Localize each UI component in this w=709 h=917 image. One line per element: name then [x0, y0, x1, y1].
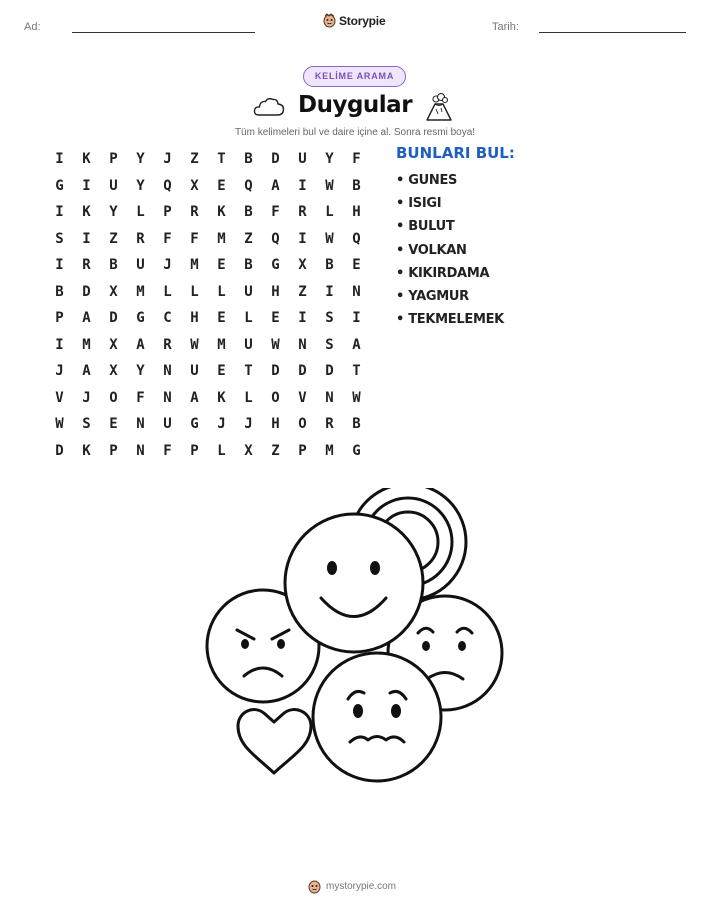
grid-letter[interactable]: D	[55, 442, 64, 459]
grid-letter[interactable]: Z	[190, 151, 199, 167]
grid-letter[interactable]: M	[325, 442, 334, 459]
grid-letter[interactable]: G	[190, 416, 199, 432]
word-item: • ISIGI	[396, 196, 442, 212]
grid-letter[interactable]: W	[55, 416, 64, 432]
grid-letter[interactable]: Y	[136, 151, 145, 167]
grid-letter[interactable]: F	[271, 204, 280, 220]
grid-letter[interactable]: U	[298, 151, 307, 167]
grid-letter[interactable]: Z	[271, 442, 280, 459]
grid-letter[interactable]: W	[190, 336, 199, 353]
grid-letter[interactable]: I	[298, 310, 307, 326]
grid-letter[interactable]: M	[217, 336, 226, 353]
grid-letter[interactable]: E	[217, 363, 226, 379]
instructions-text: Tüm kelimeleri bul ve daire içine al. Sonra resmi boya!	[234, 127, 476, 138]
grid-letter[interactable]: P	[190, 442, 199, 459]
activity-badge: KELİME ARAMA	[303, 66, 406, 87]
grid-letter[interactable]: R	[163, 336, 172, 353]
grid-letter[interactable]: P	[109, 151, 118, 167]
grid-letter[interactable]: F	[163, 230, 172, 247]
emotions-coloring-illustration	[200, 488, 510, 783]
grid-letter[interactable]: S	[325, 310, 334, 326]
grid-letter[interactable]: B	[109, 257, 118, 273]
grid-letter[interactable]: K	[82, 442, 91, 459]
grid-letter[interactable]: I	[82, 177, 91, 194]
grid-letter[interactable]: H	[271, 416, 280, 432]
grid-letter[interactable]: B	[244, 204, 253, 220]
grid-row	[46, 332, 370, 359]
grid-letter[interactable]: W	[325, 177, 334, 194]
storypie-mascot-icon	[323, 13, 336, 28]
word-item: • TEKMELEMEK	[396, 312, 504, 328]
grid-letter[interactable]: U	[109, 177, 118, 194]
grid-letter[interactable]: T	[244, 363, 253, 379]
grid-letter[interactable]: I	[55, 336, 64, 353]
grid-letter[interactable]: Z	[109, 230, 118, 247]
grid-letter[interactable]: N	[325, 389, 334, 406]
grid-letter[interactable]: R	[82, 257, 91, 273]
grid-letter[interactable]: Y	[136, 177, 145, 194]
grid-letter[interactable]: R	[298, 204, 307, 220]
grid-row	[46, 173, 370, 200]
page-title: Duygular	[298, 92, 413, 118]
grid-letter[interactable]: E	[217, 310, 226, 326]
grid-row	[46, 411, 370, 438]
word-list-title: BUNLARI BUL:	[396, 144, 515, 162]
grid-letter[interactable]: P	[55, 310, 64, 326]
happy-face-icon	[285, 514, 423, 652]
grid-letter[interactable]: A	[271, 177, 280, 194]
word-item: • KIKIRDAMA	[396, 265, 490, 281]
date-line	[539, 32, 686, 33]
title-row	[250, 92, 460, 124]
grid-letter[interactable]: X	[298, 257, 307, 273]
grid-letter[interactable]: L	[163, 283, 172, 300]
grid-letter[interactable]: J	[82, 389, 91, 406]
grid-letter[interactable]: Z	[298, 283, 307, 300]
grid-letter[interactable]: N	[163, 363, 172, 379]
grid-letter[interactable]: M	[136, 283, 145, 300]
grid-letter[interactable]: T	[352, 363, 361, 379]
grid-letter[interactable]: U	[244, 336, 253, 353]
grid-letter[interactable]: A	[82, 363, 91, 379]
volcano-icon	[425, 92, 453, 122]
grid-letter[interactable]: K	[82, 151, 91, 167]
grid-letter[interactable]: P	[109, 442, 118, 459]
grid-letter[interactable]: K	[217, 389, 226, 406]
storypie-mascot-icon	[308, 879, 321, 894]
grid-letter[interactable]: O	[298, 416, 307, 432]
footer	[308, 879, 396, 894]
grid-letter[interactable]: N	[136, 416, 145, 432]
grid-row	[46, 305, 370, 332]
grid-letter[interactable]: D	[109, 310, 118, 326]
grid-row	[46, 279, 370, 306]
grid-letter[interactable]: J	[244, 416, 253, 432]
grid-letter[interactable]: D	[82, 283, 91, 300]
grid-letter[interactable]: O	[271, 389, 280, 406]
grid-letter[interactable]: I	[352, 310, 361, 326]
grid-letter[interactable]: F	[163, 442, 172, 459]
heart-icon	[238, 710, 311, 773]
grid-row	[46, 199, 370, 226]
grid-row	[46, 226, 370, 253]
grid-letter[interactable]: Y	[325, 151, 334, 167]
word-search-grid	[46, 146, 370, 464]
grid-letter[interactable]: U	[190, 363, 199, 379]
grid-letter[interactable]: D	[271, 363, 280, 379]
grid-letter[interactable]: U	[136, 257, 145, 273]
grid-letter[interactable]: M	[190, 257, 199, 273]
grid-letter[interactable]: J	[217, 416, 226, 432]
grid-letter[interactable]: U	[163, 416, 172, 432]
grid-letter[interactable]: D	[298, 363, 307, 379]
grid-letter[interactable]: B	[325, 257, 334, 273]
grid-letter[interactable]: E	[109, 416, 118, 432]
grid-letter[interactable]: G	[55, 177, 64, 194]
grid-letter[interactable]: U	[244, 283, 253, 300]
grid-letter[interactable]: D	[271, 151, 280, 167]
grid-letter[interactable]: X	[244, 442, 253, 459]
grid-letter[interactable]: V	[55, 389, 64, 406]
grid-letter[interactable]: I	[298, 230, 307, 247]
grid-row	[46, 358, 370, 385]
grid-letter[interactable]: N	[136, 442, 145, 459]
grid-letter[interactable]: Q	[244, 177, 253, 194]
grid-letter[interactable]: F	[136, 389, 145, 406]
grid-letter[interactable]: T	[217, 151, 226, 167]
grid-letter[interactable]: F	[352, 151, 361, 167]
date-label: Tarih:	[492, 21, 519, 33]
grid-letter[interactable]: L	[217, 442, 226, 459]
grid-letter[interactable]: I	[55, 204, 64, 220]
grid-letter[interactable]: M	[217, 230, 226, 247]
grid-row	[46, 146, 370, 173]
grid-letter[interactable]: X	[190, 177, 199, 194]
word-item: • YAGMUR	[396, 288, 469, 304]
grid-letter[interactable]: E	[271, 310, 280, 326]
grid-letter[interactable]: H	[190, 310, 199, 326]
grid-letter[interactable]: L	[325, 204, 334, 220]
grid-letter[interactable]: L	[244, 310, 253, 326]
worksheet-header	[0, 0, 709, 50]
grid-letter[interactable]: R	[325, 416, 334, 432]
grid-letter[interactable]: E	[352, 257, 361, 273]
grid-row	[46, 385, 370, 412]
grid-letter[interactable]: F	[190, 230, 199, 247]
grid-letter[interactable]: M	[82, 336, 91, 353]
grid-letter[interactable]: X	[109, 363, 118, 379]
word-item: • VOLKAN	[396, 242, 467, 258]
grid-letter[interactable]: B	[352, 416, 361, 432]
grid-letter[interactable]: L	[136, 204, 145, 220]
grid-letter[interactable]: B	[244, 257, 253, 273]
grid-letter[interactable]: A	[190, 389, 199, 406]
sad-face-icon	[313, 653, 441, 781]
grid-letter[interactable]: I	[55, 151, 64, 167]
grid-letter[interactable]: X	[109, 283, 118, 300]
grid-letter[interactable]: N	[352, 283, 361, 300]
grid-letter[interactable]: D	[325, 363, 334, 379]
grid-letter[interactable]: K	[217, 204, 226, 220]
brand-logo	[323, 13, 385, 28]
grid-letter[interactable]: I	[325, 283, 334, 300]
grid-letter[interactable]: B	[244, 151, 253, 167]
grid-letter[interactable]: A	[82, 310, 91, 326]
grid-letter[interactable]: G	[136, 310, 145, 326]
grid-letter[interactable]: J	[163, 151, 172, 167]
grid-letter[interactable]: B	[55, 283, 64, 300]
grid-letter[interactable]: R	[136, 230, 145, 247]
grid-letter[interactable]: Q	[352, 230, 361, 247]
grid-row	[46, 252, 370, 279]
grid-letter[interactable]: I	[55, 257, 64, 273]
name-line	[72, 32, 255, 33]
grid-letter[interactable]: J	[163, 257, 172, 273]
grid-letter[interactable]: L	[244, 389, 253, 406]
grid-letter[interactable]: W	[325, 230, 334, 247]
grid-letter[interactable]: X	[109, 336, 118, 353]
grid-letter[interactable]: E	[217, 257, 226, 273]
grid-letter[interactable]: S	[325, 336, 334, 353]
grid-letter[interactable]: Y	[136, 363, 145, 379]
word-list	[396, 144, 515, 331]
grid-letter[interactable]: G	[352, 442, 361, 459]
grid-letter[interactable]: A	[136, 336, 145, 353]
grid-letter[interactable]: I	[298, 177, 307, 194]
grid-letter[interactable]: B	[352, 177, 361, 194]
grid-letter[interactable]: H	[352, 204, 361, 220]
grid-letter[interactable]: Q	[271, 230, 280, 247]
cloud-icon	[253, 96, 285, 118]
grid-letter[interactable]: L	[190, 283, 199, 300]
grid-letter[interactable]: R	[190, 204, 199, 220]
grid-row	[46, 438, 370, 465]
grid-letter[interactable]: Z	[244, 230, 253, 247]
grid-letter[interactable]: N	[298, 336, 307, 353]
grid-letter[interactable]: H	[271, 283, 280, 300]
name-label: Ad:	[24, 21, 41, 33]
grid-letter[interactable]: N	[163, 389, 172, 406]
grid-letter[interactable]: S	[82, 416, 91, 432]
grid-letter[interactable]: S	[55, 230, 64, 247]
grid-letter[interactable]: E	[217, 177, 226, 194]
grid-letter[interactable]: O	[109, 389, 118, 406]
grid-letter[interactable]: Y	[109, 204, 118, 220]
grid-letter[interactable]: K	[82, 204, 91, 220]
grid-letter[interactable]: V	[298, 389, 307, 406]
grid-letter[interactable]: L	[217, 283, 226, 300]
word-item: • GUNES	[396, 173, 458, 188]
grid-letter[interactable]: I	[82, 230, 91, 247]
grid-letter[interactable]: C	[163, 310, 172, 326]
grid-letter[interactable]: Q	[163, 177, 172, 194]
grid-letter[interactable]: G	[271, 257, 280, 273]
footer-url: mystorypie.com	[326, 881, 397, 892]
grid-letter[interactable]: A	[352, 336, 361, 353]
grid-letter[interactable]: W	[271, 336, 280, 353]
grid-letter[interactable]: W	[352, 389, 361, 406]
grid-letter[interactable]: J	[55, 363, 64, 379]
word-item: • BULUT	[396, 219, 455, 235]
grid-letter[interactable]: P	[298, 442, 307, 459]
grid-letter[interactable]: P	[163, 204, 172, 220]
brand-name: Storypie	[339, 13, 386, 28]
